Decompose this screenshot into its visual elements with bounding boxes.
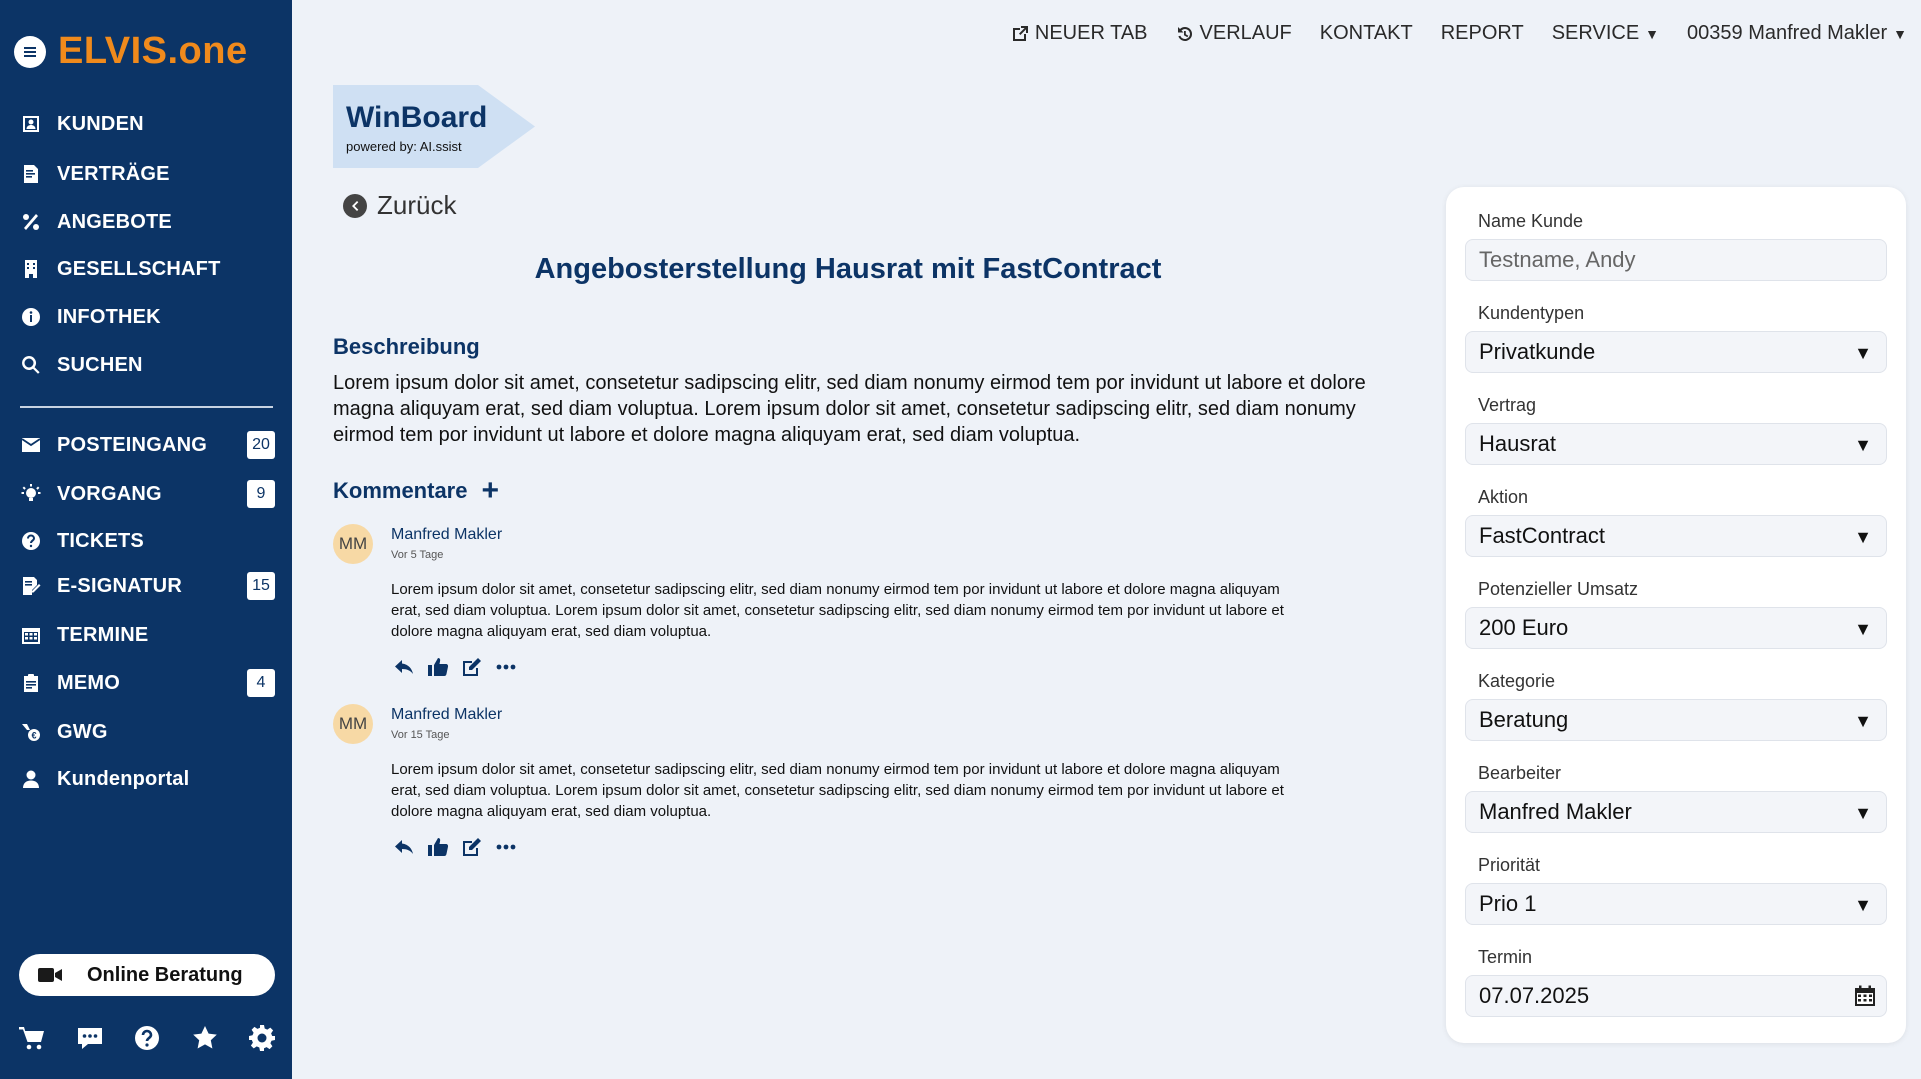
user-menu[interactable]: 00359 Manfred Makler ▼ [1687,22,1907,44]
avatar: MM [333,704,373,744]
contact-card-icon [20,113,42,135]
dropdown-arrow-icon: ▼ [1854,435,1872,455]
sidebar-item-label: POSTEINGANG [57,433,207,456]
logo[interactable] [14,30,248,73]
edit-icon[interactable] [459,656,485,678]
online-beratung-label: Online Beratung [87,963,243,986]
sidebar-item-label: GWG [57,720,108,743]
description-heading: Beschreibung [333,334,480,359]
back-label: Zurück [377,190,457,220]
aktion-select[interactable]: FastContract ▼ [1465,515,1887,557]
online-beratung-button[interactable] [19,954,275,996]
comment-author: Manfred Makler [391,706,503,723]
description-text: Lorem ipsum dolor sit amet, consetetur sadipscing elitr, sed diam nonumy eirmod tem por invidunt ut labore et dolore magna aliquyam erat, sed diam voluptua. Lorem ipsum dolor sit amet, consetetur sadipscing elitr, sed diam nonumy eirmod tem por invidunt ut labore et dolore magna aliquyam erat, sed diam voluptua. [333,372,1366,446]
back-button[interactable] [333,190,456,221]
avatar: MM [333,524,373,564]
caret-down-icon: ▼ [1893,25,1907,42]
comment-actions [391,836,527,858]
hamburger-menu-icon[interactable] [14,36,46,68]
dropdown-arrow-icon: ▼ [1854,803,1872,823]
calendar-icon [20,624,42,646]
sidebar-item-gesellschaft[interactable] [20,252,275,286]
sidebar-item-tickets[interactable] [20,524,275,558]
chat-icon[interactable] [74,1022,106,1054]
comment-author: Manfred Makler [391,526,503,543]
sidebar-item-kunden[interactable] [20,107,275,141]
winboard-subtitle: powered by: AI.ssist [346,139,462,154]
lightbulb-icon [20,483,42,505]
sidebar-item-memo[interactable] [20,666,275,700]
mail-icon [20,434,42,456]
bearbeiter-select[interactable]: Manfred Makler ▼ [1465,791,1887,833]
dropdown-arrow-icon: ▼ [1854,711,1872,731]
signature-icon [20,575,42,597]
external-link-icon [1011,25,1029,43]
logo-text: ELVIS.one [58,30,248,72]
money-icon [20,721,42,743]
sidebar-item-vorgang[interactable] [20,477,275,511]
caret-down-icon: ▼ [1645,25,1660,42]
more-options-icon[interactable] [493,656,519,678]
sidebar-item-posteingang[interactable] [20,428,275,462]
service-menu[interactable]: SERVICE ▼ [1551,22,1660,44]
building-icon [20,258,42,280]
star-icon[interactable] [189,1022,221,1054]
kundentypen-select[interactable]: Privatkunde ▼ [1465,331,1887,373]
comment-text: Lorem ipsum dolor sit amet, consetetur sadipscing elitr, sed diam nonumy eirmod tem por invidunt ut labore et dolore magna aliquyam erat, sed diam voluptua. Lorem ipsum dolor sit amet, consetetur sadipscing elitr, sed diam nonumy eirmod tem por invidunt ut labore et dolore magna aliquyam erat, sed diam voluptua. [391,761,1284,820]
winboard-title: WinBoard [346,101,488,134]
page-title: Angebosterstellung Hausrat mit FastContract [534,253,1162,285]
sidebar-item-label: MEMO [57,671,121,694]
sidebar-item-label: Kundenportal [57,767,190,790]
user-icon [20,768,42,790]
comments-heading-row [333,474,500,507]
sidebar-item-label: TICKETS [57,529,144,552]
info-icon [20,306,42,328]
sidebar-item-label: VORGANG [57,482,162,505]
new-tab-link[interactable]: NEUER TAB [1011,22,1148,45]
comment-text: Lorem ipsum dolor sit amet, consetetur sadipscing elitr, sed diam nonumy eirmod tem por invidunt ut labore et dolore magna aliquyam erat, sed diam voluptua. Lorem ipsum dolor sit amet, consetetur sadipscing elitr, sed diam nonumy eirmod tem por invidunt ut labore et dolore magna aliquyam erat, sed diam voluptua. [391,581,1284,640]
gear-icon[interactable] [246,1022,278,1054]
sidebar-item-label: KUNDEN [57,112,144,135]
sidebar-item-label: TERMINE [57,623,149,646]
svg-text:€: € [31,730,37,741]
count-badge: 15 [247,572,275,600]
sidebar [0,0,292,1079]
search-icon [20,354,42,376]
report-link[interactable]: REPORT [1440,22,1524,44]
cart-icon[interactable] [16,1022,48,1054]
more-options-icon[interactable] [493,836,519,858]
history-icon [1176,25,1194,43]
sidebar-item-label: E-SIGNATUR [57,574,182,597]
history-link[interactable]: VERLAUF [1176,22,1292,45]
reply-icon[interactable] [391,836,417,858]
count-badge: 20 [247,431,275,459]
sidebar-item-label: SUCHEN [57,353,143,376]
sidebar-item-gwg[interactable] [20,715,275,749]
dropdown-arrow-icon: ▼ [1854,343,1872,363]
percent-icon [20,211,42,233]
clipboard-icon [20,672,42,694]
sidebar-item-angebote[interactable] [20,205,275,239]
help-icon[interactable] [131,1022,163,1054]
prioritaet-select[interactable]: Prio 1 ▼ [1465,883,1887,925]
comment-actions [391,656,527,678]
edit-icon[interactable] [459,836,485,858]
dropdown-arrow-icon: ▼ [1854,619,1872,639]
comment-time: Vor 5 Tage [391,549,444,561]
question-icon [20,530,42,552]
sidebar-bottom-toolbar [16,1022,278,1054]
count-badge: 4 [247,669,275,697]
sidebar-item-e-signatur[interactable] [20,569,275,603]
sidebar-item-kundenportal[interactable] [20,762,275,796]
dropdown-arrow-icon: ▼ [1854,527,1872,547]
sidebar-item-label: ANGEBOTE [57,210,172,233]
add-comment-button[interactable]: + [481,474,500,507]
contact-link[interactable]: KONTAKT [1319,22,1413,44]
top-navigation [983,22,1907,45]
kategorie-select[interactable]: Beratung ▼ [1465,699,1887,741]
comment-time: Vor 15 Tage [391,729,450,741]
sidebar-item-termine[interactable] [20,618,275,652]
dropdown-arrow-icon: ▼ [1854,895,1872,915]
umsatz-select[interactable]: 200 Euro ▼ [1465,607,1887,649]
vertrag-select[interactable]: Hausrat ▼ [1465,423,1887,465]
winboard-badge [333,85,535,168]
contract-icon [20,163,42,185]
chevron-left-icon [343,194,367,218]
count-badge: 9 [247,480,275,508]
sidebar-item-label: INFOTHEK [57,305,161,328]
sidebar-item-label: GESELLSCHAFT [57,257,221,280]
thumbs-up-icon[interactable] [425,656,451,678]
sidebar-item-label: VERTRÄGE [57,162,170,185]
sidebar-item-vertraege[interactable] [20,157,275,191]
calendar-icon[interactable] [1854,985,1876,1007]
video-camera-icon [37,965,63,985]
name-kunde-input[interactable]: Testname, Andy [1465,239,1887,281]
comments-heading: Kommentare [333,478,468,503]
sidebar-item-suchen[interactable] [20,348,275,382]
sidebar-item-infothek[interactable] [20,300,275,334]
offer-form-panel: Name Kunde Testname, Andy Kundentypen Privatkunde ▼ Vertrag Hausrat ▼ Aktion FastContract ▼ Potenzieller Umsatz 200 Euro ▼ Kategorie Beratung ▼ Bearbeiter Manfred Makler ▼ Priorität Prio 1 ▼ Termin 07.07.2025 [1446,187,1906,1043]
sidebar-divider [20,406,273,408]
reply-icon[interactable] [391,656,417,678]
thumbs-up-icon[interactable] [425,836,451,858]
termin-date-input[interactable]: 07.07.2025 [1465,975,1887,1017]
